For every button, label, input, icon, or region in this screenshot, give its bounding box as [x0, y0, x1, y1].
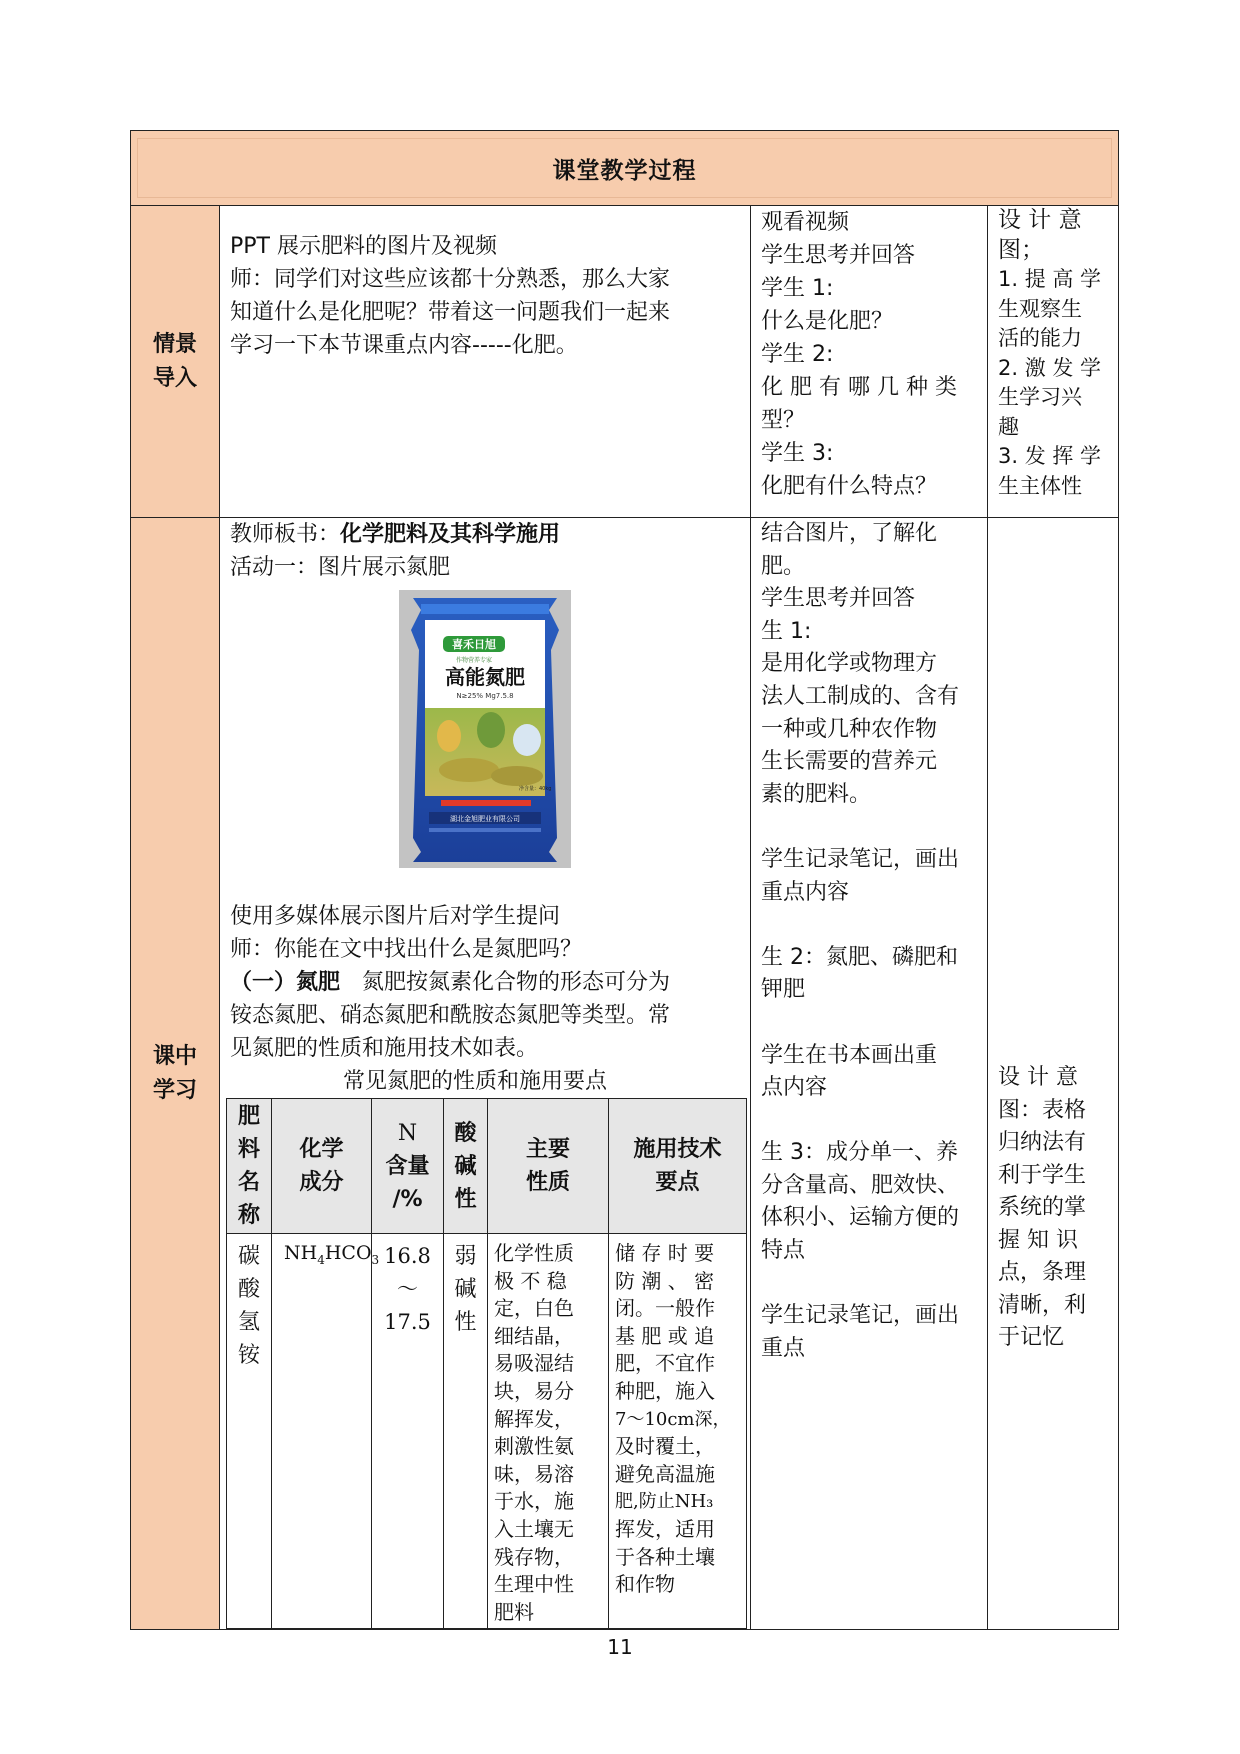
- formula-sub: 3: [371, 1252, 380, 1267]
- nitrogen-heading: （一）氮肥: [230, 970, 341, 995]
- text-line: 生 3：成分单一、养: [761, 1140, 958, 1166]
- text-line: 图；: [998, 236, 1044, 263]
- nitrogen-fertilizer-table: [226, 1098, 747, 1629]
- text-line: 于记忆: [998, 1325, 1065, 1350]
- section-label-intro: [131, 206, 220, 518]
- cell-line: 挥发，适用: [615, 1516, 715, 1541]
- text-line: PPT 展示肥料的图片及视频: [230, 234, 497, 259]
- text-line: 见氮肥的性质和施用技术如表。: [230, 1036, 539, 1061]
- text-line: 2. 激 发 学: [998, 355, 1102, 380]
- text-line: 生观察生: [998, 296, 1082, 321]
- text-line: 活的能力: [998, 326, 1082, 350]
- cell-line: 储 存 时 要: [615, 1241, 715, 1265]
- text-line: [761, 1105, 977, 1138]
- cell-line: 刺激性氨: [494, 1434, 574, 1459]
- header-char: 称: [237, 1203, 260, 1228]
- text-line: 趣: [998, 414, 1019, 439]
- cell-ph: [444, 1234, 488, 1629]
- text-line: 钾肥: [761, 977, 806, 1003]
- text-line: 学生在书本画出重: [761, 1042, 938, 1068]
- text-line: 3. 发 挥 学: [998, 444, 1102, 468]
- cell-line: 化学性质: [494, 1241, 574, 1265]
- header-text: 要点: [655, 1170, 700, 1195]
- text-line: 体积小、运输方便的: [761, 1205, 960, 1231]
- text-line: 系统的掌: [998, 1195, 1087, 1220]
- cell-line: 极 不 稳: [494, 1268, 567, 1293]
- text-line: 点，条理: [998, 1260, 1087, 1285]
- cell-line: 及时覆土，: [615, 1434, 715, 1459]
- header-text: N: [397, 1120, 418, 1146]
- text-line: [761, 1268, 977, 1301]
- cell-line: 块，易分: [494, 1378, 574, 1403]
- text-line: 生 2：氮肥、磷肥和: [761, 944, 958, 970]
- cell-line: 于各种土壤: [615, 1544, 715, 1569]
- cell-line: 7～10cm深，: [615, 1408, 731, 1430]
- header-char: 料: [237, 1137, 260, 1162]
- activity-title: 活动一：图片展示氮肥: [230, 555, 451, 580]
- text-line: 使用多媒体展示图片后对学生提问: [230, 904, 561, 929]
- text-line: 法人工制成的、含有: [761, 683, 960, 709]
- header-char: 酸: [454, 1120, 477, 1146]
- text-line: 学生 1:: [761, 276, 834, 301]
- text-line: 型？: [761, 408, 806, 433]
- teacher-activity-intro: [220, 206, 751, 518]
- header-text: 施用技术: [633, 1137, 722, 1162]
- cell-char: 弱: [454, 1244, 477, 1269]
- col-header-n-content: [372, 1099, 444, 1234]
- text-line: 清晰，利: [998, 1292, 1087, 1318]
- text-line: 设 计 意: [998, 207, 1082, 233]
- cell-char: 氢: [237, 1310, 260, 1335]
- text-line: 学生思考并回答: [761, 586, 916, 612]
- table-caption: 常见氮肥的性质和施用要点: [342, 1069, 607, 1094]
- cell-line: 解挥发，: [494, 1406, 574, 1431]
- board-title: 化学肥料及其科学施用: [340, 522, 561, 547]
- bag-slogan: 作物营养专家: [455, 657, 493, 664]
- bag-weight: 净含量：40kg: [519, 786, 552, 792]
- label-line: 导入: [152, 365, 197, 391]
- text-line: 什么是化肥？: [761, 309, 894, 334]
- cell-line: 基 肥 或 追: [615, 1323, 715, 1348]
- text-line: 重点: [761, 1335, 806, 1361]
- formula-part: HCO: [324, 1242, 372, 1264]
- cell-line: 生理中性: [494, 1572, 574, 1597]
- board-line: [230, 518, 740, 551]
- cell-char: 铵: [237, 1343, 260, 1368]
- cell-line: 和作物: [615, 1572, 675, 1597]
- label-line: 课中: [152, 1043, 197, 1069]
- text-line: 重点内容: [761, 879, 850, 905]
- text-line: 观看视频: [761, 210, 850, 235]
- fertilizer-bag-icon: [399, 590, 571, 868]
- bag-company: 湖北金旭肥业有限公司: [450, 815, 520, 823]
- col-header-name: [227, 1099, 272, 1234]
- nitrogen-line: [230, 966, 740, 999]
- formula-part: NH: [284, 1242, 318, 1264]
- text-line: 是用化学或物理方: [761, 651, 938, 677]
- fertilizer-image: [230, 590, 740, 878]
- cell-line: 于水，施: [494, 1489, 574, 1514]
- text-line: 特点: [761, 1238, 806, 1264]
- header-text: 成分: [299, 1170, 344, 1195]
- cell-tech: [609, 1234, 747, 1629]
- section-label-learning: [131, 518, 220, 1630]
- cell-text: 17.5: [384, 1310, 431, 1334]
- header-text: 化学: [299, 1137, 344, 1162]
- text-line: 归纳法有: [998, 1130, 1087, 1155]
- cell-line: 入土壤无: [494, 1516, 574, 1541]
- text-line: 生学习兴: [998, 385, 1082, 409]
- cell-line: 易吸湿结: [494, 1351, 574, 1376]
- label-line: 学习: [152, 1077, 197, 1103]
- text-line: 设 计 意: [998, 1065, 1078, 1090]
- text-line: 铵态氮肥、硝态氮肥和酰胺态氮肥等类型。常: [230, 1003, 671, 1028]
- table-row: [227, 1234, 747, 1629]
- cell-line: 残存物，: [494, 1544, 574, 1569]
- cell-line: 肥，不宜作: [615, 1351, 715, 1376]
- cell-properties: [488, 1234, 609, 1629]
- text-line: 生长需要的营养元: [761, 749, 938, 775]
- text-line: 知道什么是化肥呢？带着这一问题我们一起来: [230, 300, 671, 325]
- teacher-activity-learning: [220, 518, 751, 1630]
- text-line: 点内容: [761, 1075, 828, 1101]
- header-text: 主要: [525, 1137, 570, 1162]
- nitrogen-text: 氮肥按氮素化合物的形态可分为: [362, 970, 671, 995]
- formula-sub: 4: [317, 1252, 325, 1267]
- text-line: 1. 提 高 学: [998, 267, 1102, 291]
- board-prefix: 教师板书：: [230, 522, 341, 547]
- text-line: [761, 909, 977, 942]
- header-char: 性: [454, 1186, 477, 1212]
- design-intent-intro: [988, 206, 1119, 518]
- text-line: 化 肥 有 哪 几 种 类: [761, 375, 957, 400]
- text-line: 学习一下本节课重点内容-----化肥。: [230, 333, 578, 358]
- text-line: 学生 2:: [761, 342, 834, 367]
- cell-line: 避免高温施: [615, 1461, 715, 1486]
- text-line: 化肥有什么特点？: [761, 474, 938, 499]
- header-text: /%: [392, 1186, 423, 1212]
- header-char: 名: [237, 1170, 260, 1195]
- student-activity-intro: [751, 206, 988, 518]
- table-header: [131, 131, 1119, 206]
- col-header-properties: [488, 1099, 609, 1234]
- page-number: 11: [607, 1635, 633, 1659]
- text-line: 结合图片，了解化: [761, 521, 938, 546]
- text-line: 分含量高、肥效快、: [761, 1172, 960, 1198]
- text-line: 生主体性: [998, 473, 1082, 498]
- text-line: 学生思考并回答: [761, 243, 916, 268]
- bag-spec: N≥25% Mg7.5.8: [456, 692, 514, 700]
- header-text: 性质: [525, 1170, 570, 1195]
- bag-product: 高能氮肥: [445, 665, 525, 689]
- student-activity-learning: [751, 518, 988, 1630]
- lesson-process-table: [130, 130, 1119, 1630]
- cell-line: 种肥，施入: [615, 1378, 715, 1403]
- text-line: 肥。: [761, 553, 806, 579]
- col-header-composition: [272, 1099, 372, 1234]
- text-line: 图：表格: [998, 1097, 1087, 1123]
- cell-n-content: [372, 1234, 444, 1629]
- cell-text: ～: [397, 1277, 418, 1301]
- text-line: 素的肥料。: [761, 781, 872, 807]
- cell-line: 防 潮 、 密: [615, 1268, 715, 1293]
- text-line: 学生 3:: [761, 441, 834, 466]
- cell-line: 肥,防止NH₃: [615, 1491, 714, 1513]
- text-line: [761, 811, 977, 844]
- cell-char: 碱: [454, 1277, 477, 1302]
- text-line: 学生记录笔记，画出: [761, 1303, 960, 1329]
- cell-char: 酸: [237, 1277, 260, 1302]
- header-char: 肥: [237, 1104, 260, 1129]
- cell-line: 闭。一般作: [615, 1296, 715, 1321]
- text-line: 生 1:: [761, 618, 812, 644]
- cell-formula: [272, 1234, 380, 1629]
- bag-brand: 喜禾日旭: [452, 638, 496, 651]
- cell-line: 细结晶，: [494, 1323, 574, 1348]
- header-title: 课堂教学过程: [552, 157, 697, 184]
- design-intent-learning: [988, 518, 1119, 1630]
- text-line: 握 知 识: [998, 1227, 1078, 1253]
- cell-line: 肥料: [494, 1599, 534, 1624]
- cell-line: 味，易溶: [494, 1461, 574, 1486]
- col-header-ph: [444, 1099, 488, 1234]
- text-line: 师：同学们对这些应该都十分熟悉，那么大家: [230, 267, 671, 292]
- text-line: [761, 1007, 977, 1040]
- text-line: 学生记录笔记，画出: [761, 846, 960, 872]
- header-text: 含量: [385, 1153, 430, 1179]
- cell-char: 碳: [237, 1244, 260, 1269]
- label-line: 情景: [152, 331, 197, 357]
- cell-name: [227, 1234, 272, 1629]
- col-header-tech: [609, 1099, 747, 1234]
- text-line: 利于学生: [998, 1162, 1087, 1188]
- text-line: 师：你能在文中找出什么是氮肥吗？: [230, 937, 583, 962]
- header-char: 碱: [454, 1153, 477, 1179]
- cell-text: 16.8: [384, 1244, 431, 1268]
- cell-line: 定，白色: [494, 1296, 574, 1321]
- text-line: 一种或几种农作物: [761, 716, 938, 742]
- cell-char: 性: [454, 1310, 477, 1335]
